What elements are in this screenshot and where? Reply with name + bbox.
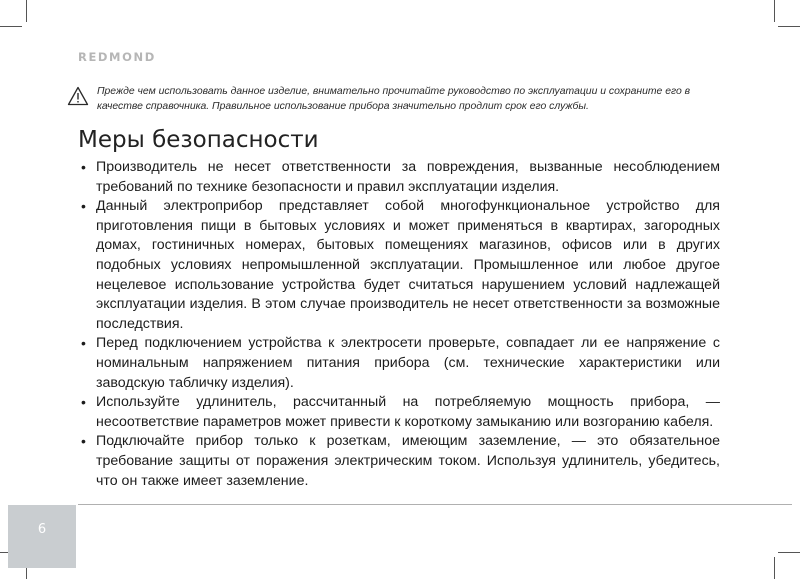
list-item: • Данный электроприбор представляет собой многофункциональное устройство для приготовления пищи в бытовых условиях и может применяться в квартирах, загородных домах, гостиничных номерах, бытовых помещениях магазинов, офисов или в других подобных условиях непромышленной эксплуатации. Промышленное или любое другое нецелевое использование устройства будет считаться нарушением условий надлежащей эксплуатации изделия. В этом случае производитель не несет ответственности за возможные последствия.	[96, 197, 720, 334]
footer-divider	[78, 504, 792, 505]
list-item: • Перед подключением устройства к электросети проверьте, совпадает ли ее напряжение с номинальным напряжением питания прибора (см. технические характеристики или заводскую табличку изделия).	[96, 334, 720, 393]
crop-mark	[778, 552, 800, 553]
safety-list	[96, 158, 720, 491]
page-number: 6	[37, 522, 47, 537]
warning-text: Прежде чем использовать данное изделие, внимательно прочитайте руководство по эксплуатации и сохраните его в качестве справочника. Правильное использование прибора значительно продлит срок его службы.	[97, 86, 691, 112]
crop-mark	[26, 0, 27, 22]
crop-mark	[774, 0, 775, 22]
list-item: • Подключайте прибор только к розеткам, имеющим заземление, — это обязательное требование защиты от поражения электрическим током. Используя удлинитель, убедитесь, что он также имеет заземление.	[96, 432, 720, 491]
crop-mark	[0, 26, 22, 27]
crop-mark	[778, 26, 800, 27]
warning-triangle-icon	[67, 86, 89, 106]
crop-mark	[774, 557, 775, 579]
list-item: • Используйте удлинитель, рассчитанный на потребляемую мощность прибора, — несоответствие параметров может привести к короткому замыканию или возгоранию кабеля.	[96, 393, 720, 432]
page-title: Меры безопасности	[78, 127, 319, 153]
page-number-box	[8, 505, 76, 568]
list-item: • Производитель не несет ответственности за повреждения, вызванные несоблюдением требований по технике безопасности и правил эксплуатации изделия.	[96, 158, 720, 197]
brand-logo: REDMOND	[78, 50, 156, 64]
